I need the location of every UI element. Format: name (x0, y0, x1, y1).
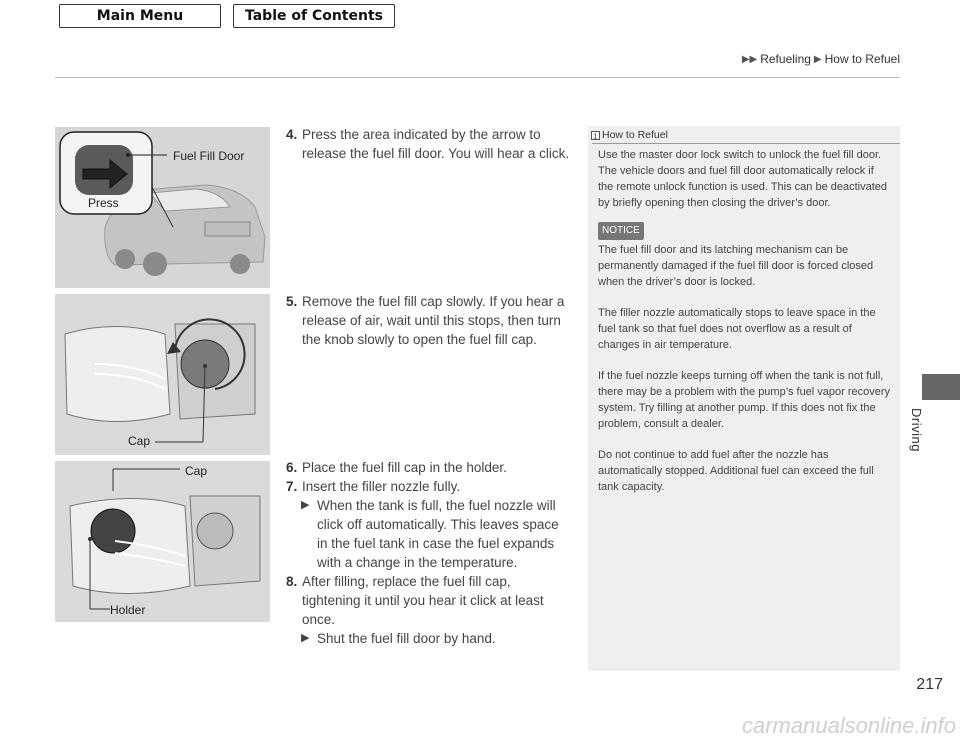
note-paragraph: The filler nozzle automatically stops to leave space in the fuel tank so that fuel does not overflow as a result of changes in air temperature. (598, 307, 876, 351)
note-paragraph: The fuel fill door and its latching mechanism can be permanently damaged if the fuel fill door is forced closed when the driver’s door is locked. (598, 244, 874, 288)
breadcrumb-arrow-icon: ▶ (813, 53, 822, 65)
section-label: Driving (909, 408, 924, 452)
step-7-note (286, 496, 571, 572)
section-tab-marker (922, 374, 960, 400)
step-text: Insert the filler nozzle fully. (302, 479, 461, 494)
callout-cap: Cap (128, 434, 151, 448)
sub-text: When the tank is full, the fuel nozzle will click off automatically. This leaves space in the fuel tank in case the fuel expands with a change in the temperature. (317, 498, 559, 570)
step-7 (286, 477, 571, 496)
note-marker-icon (591, 131, 600, 140)
step-8-note (286, 629, 571, 648)
step-4 (286, 125, 571, 163)
sub-arrow-icon: ▶ (301, 632, 310, 644)
step-6 (286, 458, 571, 477)
breadcrumb-section[interactable]: Refueling (760, 52, 811, 66)
callout-holder: Holder (110, 603, 146, 617)
step-text: Place the fuel fill cap in the holder. (302, 460, 507, 475)
breadcrumb-arrow-icon: ▶▶ (741, 53, 758, 65)
step-number: 6. (286, 460, 298, 475)
step-number: 8. (286, 574, 298, 589)
note-paragraph: If the fuel nozzle keeps turning off when the tank is not full, there may be a problem with the pump’s fuel vapor recovery system. Try filling at another pump. If this does not fix the problem, consult a dealer. (598, 370, 891, 430)
table-of-contents-button[interactable]: Table of Contents (233, 4, 395, 28)
cap-holder-illustration (55, 461, 270, 622)
step-text: After filling, replace the fuel fill cap, tightening it until you hear it click at least once. (302, 574, 544, 627)
figure-fuel-fill-door (55, 127, 270, 288)
figure-remove-cap (55, 294, 270, 455)
step-text: Press the area indicated by the arrow to release the fuel fill door. You will hear a click. (302, 127, 570, 161)
step-number: 7. (286, 479, 298, 494)
header-divider (55, 77, 900, 78)
callout-press: Press (88, 196, 119, 210)
fuel-cap-illustration (55, 294, 270, 455)
breadcrumb-page: How to Refuel (824, 52, 900, 66)
sub-arrow-icon: ▶ (301, 499, 310, 511)
callout-cap: Cap (185, 464, 208, 478)
sub-text: Shut the fuel fill door by hand. (317, 631, 496, 646)
note-paragraph: The vehicle doors and fuel fill door automatically relock if the remote unlock function is used. This can be deactivated by briefly opening then closing the driver’s door. (598, 165, 888, 209)
callout-fuel-fill-door: Fuel Fill Door (173, 149, 245, 163)
breadcrumb (742, 52, 900, 66)
note-title[interactable]: How to Refuel (602, 129, 668, 141)
notice-badge: NOTICE (598, 222, 644, 240)
steps-6-8 (286, 458, 571, 648)
step-number: 5. (286, 294, 298, 309)
watermark: carmanualsonline.info (741, 713, 956, 738)
step-8 (286, 572, 571, 629)
note-body (598, 147, 892, 495)
note-panel (588, 126, 900, 671)
page-number: 217 (916, 676, 943, 693)
step-text: Remove the fuel fill cap slowly. If you hear a release of air, wait until this stops, then turn the knob slowly to open the fuel fill cap. (302, 294, 565, 347)
note-paragraph: Do not continue to add fuel after the nozzle has automatically stopped. Additional fuel can exceed the full tank capacity. (598, 449, 874, 493)
main-menu-button[interactable]: Main Menu (59, 4, 221, 28)
svg-text:1: 1 (593, 132, 598, 140)
note-paragraph: Use the master door lock switch to unlock the fuel fill door. (598, 149, 882, 161)
note-divider (592, 143, 900, 144)
note-header (591, 129, 900, 141)
figure-cap-holder (55, 461, 270, 622)
step-number: 4. (286, 127, 298, 142)
step-5 (286, 292, 571, 349)
